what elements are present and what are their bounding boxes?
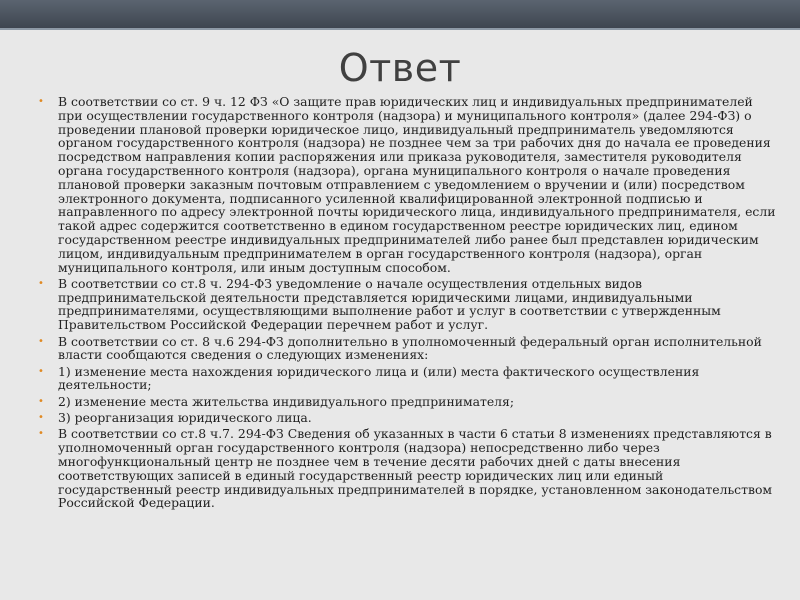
bullet-icon: • (38, 412, 44, 424)
slide-title: Ответ (338, 46, 462, 90)
bullet-icon: • (38, 395, 44, 407)
bullet-icon: • (38, 277, 44, 289)
bullet-icon: • (38, 428, 44, 440)
bullet-list (38, 95, 778, 513)
list-item (38, 411, 778, 425)
list-item-text: В соответствии со ст.8 ч.7. 294-ФЗ Сведения об указанных в части 6 статьи 8 изменениях представляются в уполномоченный орган государственного контроля (надзора) непосредственно либо через многофункциональный центр не позднее чем в течение десяти рабочих дней с даты внесения соответствующих записей в единый государственный реестр юридических лиц или единый государственный реестр индивидуальных предпринимателей в порядке, установленном законодательством Российской Федерации. (58, 426, 773, 511)
list-item (38, 335, 778, 363)
bullet-icon: • (38, 365, 44, 377)
top-bar (0, 0, 800, 28)
list-item (38, 395, 778, 409)
list-item-text: 1) изменение места нахождения юридического лица и (или) места фактического осуществления деятельности; (58, 363, 700, 393)
list-item-text: В соответствии со ст. 9 ч. 12 ФЗ «О защите прав юридических лиц и индивидуальных предпринимателей при осуществлении государственного контроля (надзора) и муниципального контроля» (далее 294-ФЗ) о проведении плановой проверки юридическое лицо, индивидуальный предприниматель уведомляются органом государственного контроля (надзора) не позднее чем за три рабочих дня до начала ее проведения посредством направления копии распоряжения или приказа руководителя, заместителя руководителя органа государственного контроля (надзора), органа муниципального контроля о начале проведения плановой проверки заказным почтовым отправлением с уведомлением о вручении и (или) посредством электронного документа, подписанного усиленной квалифицированной электронной подписью и направленного по адресу электронной почты юридического лица, индивидуального предпринимателя, если такой адрес содержится соответственно в едином государственном реестре юридических лиц, едином государственном реестре индивидуальных предпринимателей либо ранее был представлен юридическим лицом, индивидуальным предпринимателем в орган государственного контроля (надзора), орган муниципального контроля, или иным доступным способом. (58, 94, 776, 275)
list-item (38, 95, 778, 274)
list-item-text: 3) реорганизация юридического лица. (58, 410, 312, 426)
list-item (38, 427, 778, 510)
bullet-icon: • (38, 335, 44, 347)
top-bar-accent-line (0, 28, 800, 30)
list-item-text: 2) изменение места жительства индивидуального предпринимателя; (58, 393, 515, 409)
bullet-icon: • (38, 96, 44, 107)
list-item-text: В соответствии со ст. 8 ч.6 294-ФЗ дополнительно в уполномоченный федеральный орган исполнительной власти сообщаются сведения о следующих изменениях: (58, 333, 762, 363)
list-item (38, 365, 778, 393)
list-item (38, 277, 778, 332)
list-item-text: В соответствии со ст.8 ч. 294-ФЗ уведомление о начале осуществления отдельных видов предпринимательской деятельности представляется юридическими лицами, индивидуальными предпринимателями, осуществляющими выполнение работ и услуг в соответствии с утвержденным Правительством Российской Федерации перечнем работ и услуг. (58, 275, 721, 333)
